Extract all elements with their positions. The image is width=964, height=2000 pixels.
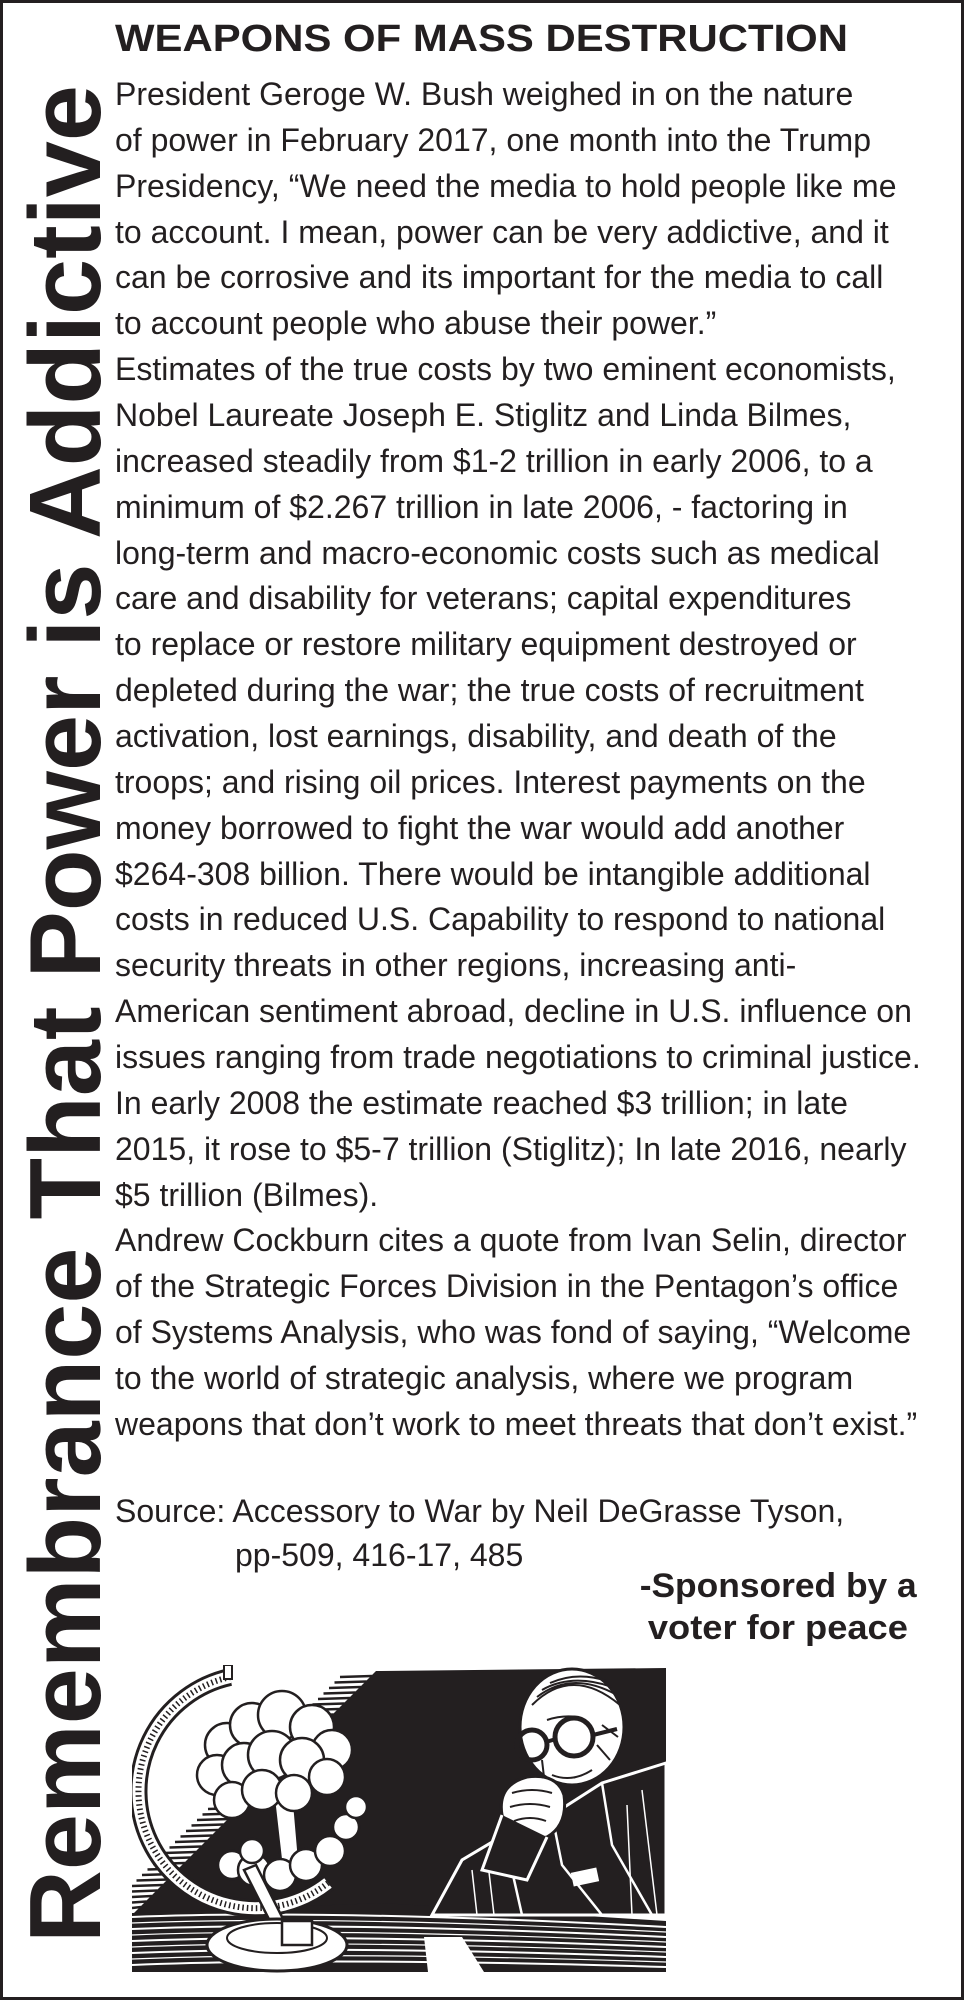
body-line-text: costs in reduced U.S. Capability to respond to national [115, 901, 886, 938]
body-line-text: Nobel Laureate Joseph E. Stiglitz and Linda Bilmes, [115, 397, 852, 434]
body-line [115, 255, 955, 301]
body-line-text: to account people who abuse their power.” [115, 305, 717, 342]
body-line [115, 668, 955, 714]
body-line-text: President Geroge W. Bush weighed in on the nature [115, 76, 854, 112]
hatch-line [132, 1902, 147, 1903]
body-line [115, 439, 955, 485]
source-citation-text: Source: Accessory to War by Neil DeGrasse Tyson, [115, 1493, 845, 1529]
body-line [115, 1127, 955, 1173]
body-line-text: activation, lost earnings, disability, and death of the [115, 718, 837, 755]
body-line-text: of Systems Analysis, who was fond of saying, “Welcome [115, 1314, 912, 1351]
hatch-line [170, 1847, 202, 1848]
body-line [115, 989, 955, 1035]
body-line-text: to the world of strategic analysis, where we program [115, 1360, 854, 1397]
body-line [115, 1264, 955, 1310]
body-line-text: weapons that don’t work to meet threats that don’t exist.” [115, 1405, 918, 1442]
base-block [282, 1921, 312, 1945]
body-line [115, 210, 955, 256]
hatch-line [186, 1830, 218, 1831]
illustration [132, 1665, 668, 1975]
body-line [115, 118, 955, 164]
body-line-text: Presidency, “We need the media to hold people like me [115, 167, 897, 204]
hatch-line [335, 1682, 367, 1683]
hatch-line [132, 1891, 158, 1892]
body-line-text: security threats in other regions, increasing anti- [115, 947, 797, 984]
body-line [115, 1081, 955, 1127]
hatch-line [324, 1693, 356, 1694]
body-line-text: to account. I mean, power can be very addictive, and it [115, 213, 889, 250]
body-line [115, 852, 955, 898]
hatch-line [175, 1841, 207, 1842]
body-line [115, 164, 955, 210]
body-line [115, 393, 955, 439]
body-line-text: Andrew Cockburn cites a quote from Ivan Selin, director [115, 1222, 907, 1259]
body-line [115, 301, 955, 347]
hatch-line [132, 1896, 152, 1897]
body-line [115, 943, 955, 989]
hatch-line [197, 1819, 229, 1820]
source-pages-text: pp-509, 416-17, 485 [235, 1537, 524, 1573]
body-line [115, 1356, 955, 1402]
body-line-text: can be corrosive and its important for the media to call [115, 259, 884, 296]
hatch-line [137, 1880, 169, 1881]
body-line-text: increased steadily from $1-2 trillion in early 2006, to a [115, 442, 873, 479]
body-line [115, 1402, 955, 1448]
hatch-line [340, 1676, 372, 1677]
body-line-text: of the Strategic Forces Division in the Pentagon’s office [115, 1268, 899, 1305]
body-line-text: minimum of $2.267 trillion in late 2006, - factoring in [115, 488, 848, 525]
body-line [115, 760, 955, 806]
headline: WEAPONS OF MASS DESTRUCTION [115, 18, 848, 60]
body-line-text: issues ranging from trade negotiations to criminal justice. [115, 1039, 921, 1076]
hatch-line [132, 1885, 163, 1886]
hatch-line [181, 1836, 213, 1837]
body-line-text: money borrowed to fight the war would add another [115, 809, 845, 846]
body-line-text: $264-308 billion. There would be intangible additional [115, 855, 871, 892]
side-banner [0, 0, 125, 2000]
sponsor-line-text: voter for peace [647, 1609, 908, 1647]
body-line [115, 576, 955, 622]
body-line [115, 485, 955, 531]
source-pages [235, 1533, 523, 1579]
body-line [115, 714, 955, 760]
body-line [115, 806, 955, 852]
body-line-text: In early 2008 the estimate reached $3 trillion; in late [115, 1084, 848, 1121]
body-line-text: $5 trillion (Bilmes). [115, 1176, 379, 1213]
body-line [115, 897, 955, 943]
hatch-line [318, 1698, 350, 1699]
globe-pin [224, 1665, 232, 1679]
body-line [115, 622, 955, 668]
body-line [115, 347, 955, 393]
body-line-text: to replace or restore military equipment destroyed or [115, 626, 857, 663]
hatch-line [164, 1852, 196, 1853]
sponsor-line-text: -Sponsored by a [639, 1567, 917, 1605]
body-line [115, 531, 955, 577]
hatch-line [313, 1704, 345, 1705]
article-body [115, 72, 955, 1448]
stand-base [207, 1919, 347, 1971]
body-line [115, 1035, 955, 1081]
hatch-line [192, 1825, 224, 1826]
body-line-text: troops; and rising oil prices. Interest payments on the [115, 763, 866, 800]
body-line [115, 1310, 955, 1356]
hatch-line [329, 1687, 361, 1688]
body-line-text: depleted during the war; the true costs of recruitment [115, 672, 864, 709]
side-banner-text: Remembrance That Power is Addictive [10, 83, 122, 1943]
body-line-text: of power in February 2017, one month into the Trump [115, 121, 871, 158]
body-line-text: American sentiment abroad, decline in U.S. influence on [115, 993, 912, 1030]
sponsor-line [600, 1607, 956, 1649]
sponsor-line [600, 1565, 956, 1607]
body-line-text: Estimates of the true costs by two eminent economists, [115, 351, 896, 388]
body-line-text: long-term and macro-economic costs such as medical [115, 534, 880, 571]
body-line [115, 1218, 955, 1264]
body-line-text: care and disability for veterans; capital expenditures [115, 580, 852, 617]
body-line-text: 2015, it rose to $5-7 trillion (Stiglitz); In late 2016, nearly [115, 1130, 907, 1167]
source-citation [115, 1489, 844, 1535]
body-line [115, 72, 955, 118]
body-line [115, 1173, 955, 1219]
sponsor-note [600, 1565, 956, 1649]
